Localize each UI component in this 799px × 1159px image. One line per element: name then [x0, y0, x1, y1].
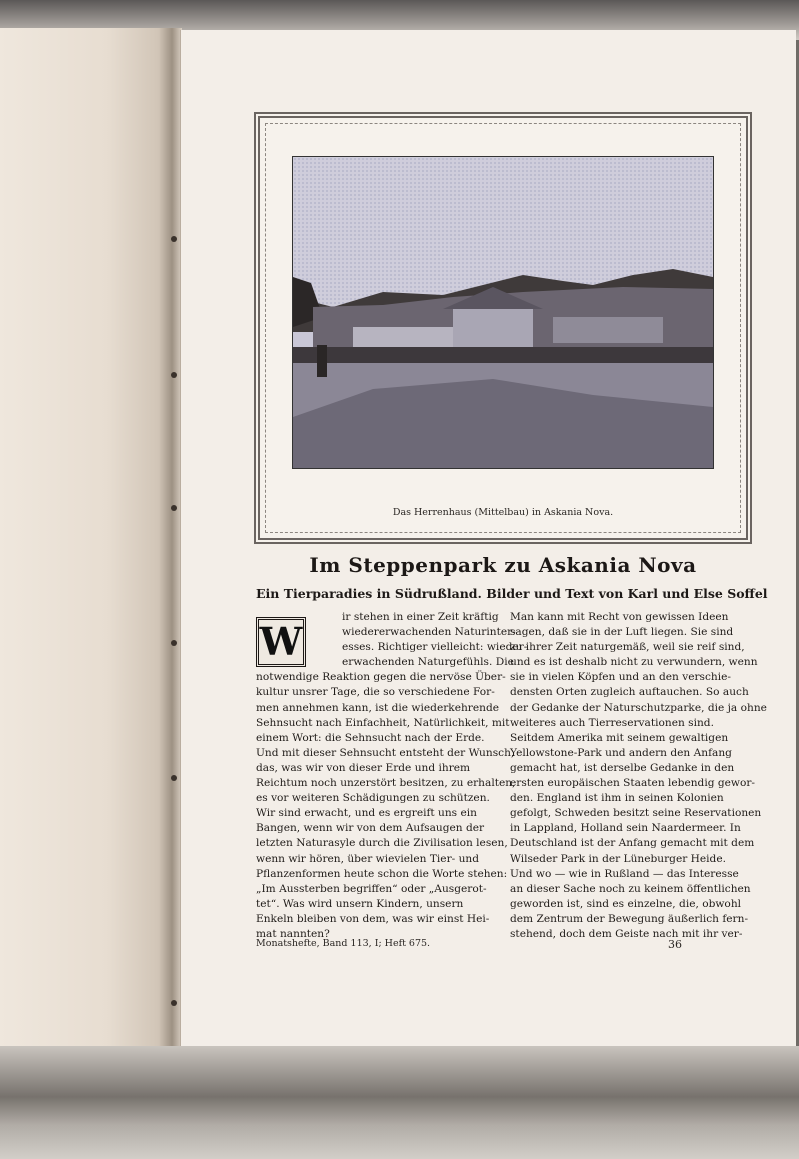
text-line: Wir sind erwacht, und es ergreift uns ein: [256, 807, 477, 820]
text-line: notwendige Reaktion gegen die nervöse Über-: [256, 671, 506, 684]
binding-stitch: [171, 775, 177, 781]
text-line: sagen, daß sie in der Luft liegen. Sie sind: [510, 626, 734, 639]
text-line: wenn wir hören, über wievielen Tier- und: [256, 852, 480, 865]
text-line: „Im Aussterben begriffen“ oder „Ausgerot-: [256, 882, 487, 895]
text-line: Enkeln bleiben von dem, was wir einst Hei-: [256, 912, 490, 925]
text-line: geworden ist, sind es einzelne, die, obwohl: [510, 897, 742, 910]
text-line: letzten Naturasyle durch die Zivilisation lesen,: [256, 837, 508, 850]
text-line: Pflanzenformen heute schon die Worte stehen:: [256, 867, 508, 880]
text-line: gemacht hat, ist derselbe Gedanke in den: [510, 761, 735, 774]
scanner-bottom-shadow: [0, 1046, 799, 1159]
binding-stitch: [171, 1000, 177, 1006]
article-title: Im Steppenpark zu Askania Nova: [309, 553, 697, 577]
text-line: und es ist deshalb nicht zu verwundern, wenn: [510, 656, 758, 669]
text-line: dem Zentrum der Bewegung äußerlich fern-: [510, 912, 749, 925]
text-line: mat nannten?: [256, 927, 330, 940]
text-line: gefolgt, Schweden besitzt seine Reservationen: [510, 807, 762, 820]
binding-stitch: [171, 505, 177, 511]
left-page-blank: [0, 28, 178, 1050]
text-line: Und wo — wie in Rußland — das Interesse: [510, 867, 739, 880]
binding-stitch: [171, 640, 177, 646]
text-line: es vor weiteren Schädigungen zu schützen.: [256, 792, 490, 805]
text-line: Und mit dieser Sehnsucht entsteht der Wunsch,: [256, 746, 515, 759]
binding-stitch: [171, 236, 177, 242]
text-line: einem Wort: die Sehnsucht nach der Erde.: [256, 731, 485, 744]
text-line: wiedererwachenden Naturinter-: [342, 626, 516, 639]
text-line: Deutschland ist der Anfang gemacht mit dem: [510, 837, 755, 850]
text-line: Reichtum noch unzerstört besitzen, zu erhalten,: [256, 777, 516, 790]
text-line: Wilseder Park in der Lüneburger Heide.: [510, 852, 726, 865]
text-line: men annehmen kann, ist die wiederkehrende: [256, 701, 499, 714]
text-line: tet“. Was wird unsern Kindern, unsern: [256, 897, 464, 910]
text-line: densten Orten zugleich auftauchen. So auch: [510, 686, 749, 699]
text-line: Bangen, wenn wir von dem Aufsaugen der: [256, 822, 485, 835]
text-line: Sehnsucht nach Einfachheit, Natürlichkeit, mit: [256, 716, 510, 729]
text-line: esses. Richtiger vielleicht: wieder-: [342, 641, 528, 654]
article-subtitle: Ein Tierparadies in Südrußland. Bilder und Text von Karl und Else Soffel: [256, 586, 768, 601]
text-line: zu ihrer Zeit naturgemäß, weil sie reif sind,: [510, 641, 745, 654]
text-line: erwachenden Naturgefühls. Die: [342, 656, 514, 669]
text-line: ersten europäischen Staaten lebendig gewor-: [510, 777, 756, 790]
text-column-left: [256, 610, 528, 942]
text-line: stehend, doch dem Geiste nach mit ihr ver-: [510, 927, 743, 940]
text-line: den. England ist ihm in seinen Kolonien: [510, 792, 724, 805]
binding-stitch: [171, 372, 177, 378]
text-line: Man kann mit Recht von gewissen Ideen: [510, 611, 729, 623]
drop-cap: W: [256, 617, 306, 667]
text-line: weiteres auch Tierreservationen sind.: [510, 716, 714, 729]
page-number: 36: [668, 938, 682, 951]
book-gutter: [160, 28, 182, 1050]
journal-reference: Monatshefte, Band 113, I; Heft 675.: [256, 938, 431, 949]
text-line: ir stehen in einer Zeit kräftig: [342, 611, 499, 623]
text-line: Seitdem Amerika mit seinem gewaltigen: [510, 731, 729, 744]
text-line: kultur unsrer Tage, die so verschiedene For-: [256, 686, 495, 699]
manor-house-photo: [292, 156, 714, 469]
text-line: sie in vielen Köpfen und an den verschie-: [510, 671, 731, 684]
text-line: Yellowstone-Park und andern den Anfang: [510, 746, 732, 759]
photo-illustration: [293, 157, 713, 468]
text-column-right: [510, 610, 767, 942]
text-line: der Gedanke der Naturschutzparke, die ja ohne: [510, 701, 767, 714]
text-line: das, was wir von dieser Erde und ihrem: [256, 761, 471, 774]
text-line: an dieser Sache noch zu keinem öffentlichen: [510, 882, 751, 895]
text-line: in Lappland, Holland sein Naardermeer. In: [510, 822, 741, 835]
photo-caption: Das Herrenhaus (Mittelbau) in Askania Nova.: [392, 507, 614, 518]
